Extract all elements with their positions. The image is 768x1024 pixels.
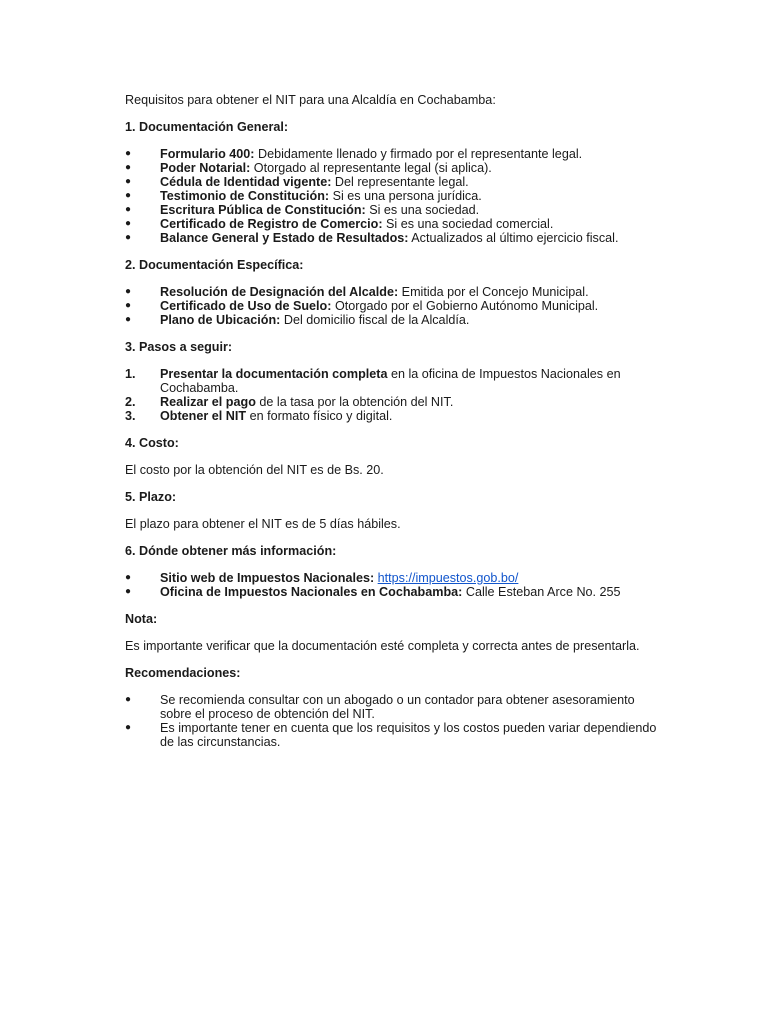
item-text: Si es una sociedad comercial. xyxy=(382,217,554,231)
item-text: Emitida por el Concejo Municipal. xyxy=(398,285,589,299)
item-text: Del representante legal. xyxy=(331,175,469,189)
list-item xyxy=(125,285,661,299)
list-item xyxy=(125,571,661,585)
list-item xyxy=(125,313,661,327)
list-item xyxy=(125,203,661,217)
specific-requirements-list xyxy=(125,285,661,327)
section-heading-note: Nota: xyxy=(125,612,158,626)
item-text: de la tasa por la obtención del NIT. xyxy=(255,395,454,409)
item-text: en la oficina de Impuestos Nacionales en Cochabamba. xyxy=(160,367,621,395)
item-label: Cédula de Identidad vigente: xyxy=(160,175,332,189)
item-text: Otorgado por el Gobierno Autónomo Municipal. xyxy=(331,299,599,313)
bullet-icon: ● xyxy=(125,722,132,733)
bullet-icon: ● xyxy=(125,218,132,229)
cost-text: El costo por la obtención del NIT es de Bs. 20. xyxy=(125,463,384,477)
list-item xyxy=(125,367,661,395)
list-item xyxy=(125,231,661,245)
item-label: Obtener el NIT xyxy=(160,409,247,423)
item-label: Testimonio de Constitución: xyxy=(160,189,330,203)
bullet-icon: ● xyxy=(125,300,132,311)
list-item xyxy=(125,175,661,189)
bullet-icon: ● xyxy=(125,148,132,159)
item-text: en formato físico y digital. xyxy=(246,409,393,423)
document-intro: Requisitos para obtener el NIT para una Alcaldía en Cochabamba: xyxy=(125,93,496,107)
item-text: Es importante tener en cuenta que los requisitos y los costos pueden variar dependiendo de las circunstancias. xyxy=(160,721,657,749)
list-item xyxy=(125,721,661,749)
general-requirements-list xyxy=(125,147,661,245)
list-item xyxy=(125,693,661,721)
step-number: 2. xyxy=(125,395,136,409)
section-heading-term: 5. Plazo: xyxy=(125,490,177,504)
bullet-icon: ● xyxy=(125,286,132,297)
bullet-icon: ● xyxy=(125,694,132,705)
item-label: Escritura Pública de Constitución: xyxy=(160,203,366,217)
step-number: 3. xyxy=(125,409,136,423)
bullet-icon: ● xyxy=(125,314,132,325)
item-text: Actualizados al último ejercicio fiscal. xyxy=(408,231,619,245)
list-item xyxy=(125,189,661,203)
website-label: Sitio web de Impuestos Nacionales: xyxy=(160,571,375,585)
section-heading-specific: 2. Documentación Específica: xyxy=(125,258,304,272)
section-heading-recommendations: Recomendaciones: xyxy=(125,666,241,680)
item-label: Certificado de Uso de Suelo: xyxy=(160,299,332,313)
item-label: Plano de Ubicación: xyxy=(160,313,281,327)
office-label: Oficina de Impuestos Nacionales en Cochabamba: xyxy=(160,585,463,599)
office-address: Calle Esteban Arce No. 255 xyxy=(462,585,621,599)
list-item xyxy=(125,299,661,313)
item-text: Otorgado al representante legal (si aplica). xyxy=(250,161,492,175)
bullet-icon: ● xyxy=(125,232,132,243)
item-label: Presentar la documentación completa xyxy=(160,367,388,381)
item-text: Si es una persona jurídica. xyxy=(329,189,482,203)
list-item xyxy=(125,217,661,231)
bullet-icon: ● xyxy=(125,572,132,583)
list-item xyxy=(125,161,661,175)
item-label: Poder Notarial: xyxy=(160,161,251,175)
list-item xyxy=(125,147,661,161)
recommendations-list xyxy=(125,693,661,749)
note-text: Es importante verificar que la documentación esté completa y correcta antes de presentarla. xyxy=(125,639,640,653)
list-item xyxy=(125,585,661,599)
info-list xyxy=(125,571,661,599)
item-text: Del domicilio fiscal de la Alcaldía. xyxy=(280,313,470,327)
bullet-icon: ● xyxy=(125,586,132,597)
item-label: Resolución de Designación del Alcalde: xyxy=(160,285,399,299)
bullet-icon: ● xyxy=(125,190,132,201)
document-page xyxy=(125,93,661,762)
bullet-icon: ● xyxy=(125,176,132,187)
term-text: El plazo para obtener el NIT es de 5 días hábiles. xyxy=(125,517,401,531)
item-label: Formulario 400: xyxy=(160,147,255,161)
bullet-icon: ● xyxy=(125,162,132,173)
item-text: Se recomienda consultar con un abogado o un contador para obtener asesoramiento sobre el proceso de obtención del NIT. xyxy=(160,693,635,721)
item-label: Certificado de Registro de Comercio: xyxy=(160,217,383,231)
bullet-icon: ● xyxy=(125,204,132,215)
item-text: Si es una sociedad. xyxy=(365,203,480,217)
item-text: Debidamente llenado y firmado por el representante legal. xyxy=(254,147,583,161)
section-heading-steps: 3. Pasos a seguir: xyxy=(125,340,233,354)
item-label: Balance General y Estado de Resultados: xyxy=(160,231,409,245)
section-heading-info: 6. Dónde obtener más información: xyxy=(125,544,337,558)
website-link[interactable]: https://impuestos.gob.bo/ xyxy=(377,571,519,585)
item-label: Realizar el pago xyxy=(160,395,256,409)
section-heading-general: 1. Documentación General: xyxy=(125,120,289,134)
list-item xyxy=(125,395,661,409)
step-number: 1. xyxy=(125,367,136,381)
list-item xyxy=(125,409,661,423)
steps-list xyxy=(125,367,661,423)
section-heading-cost: 4. Costo: xyxy=(125,436,179,450)
